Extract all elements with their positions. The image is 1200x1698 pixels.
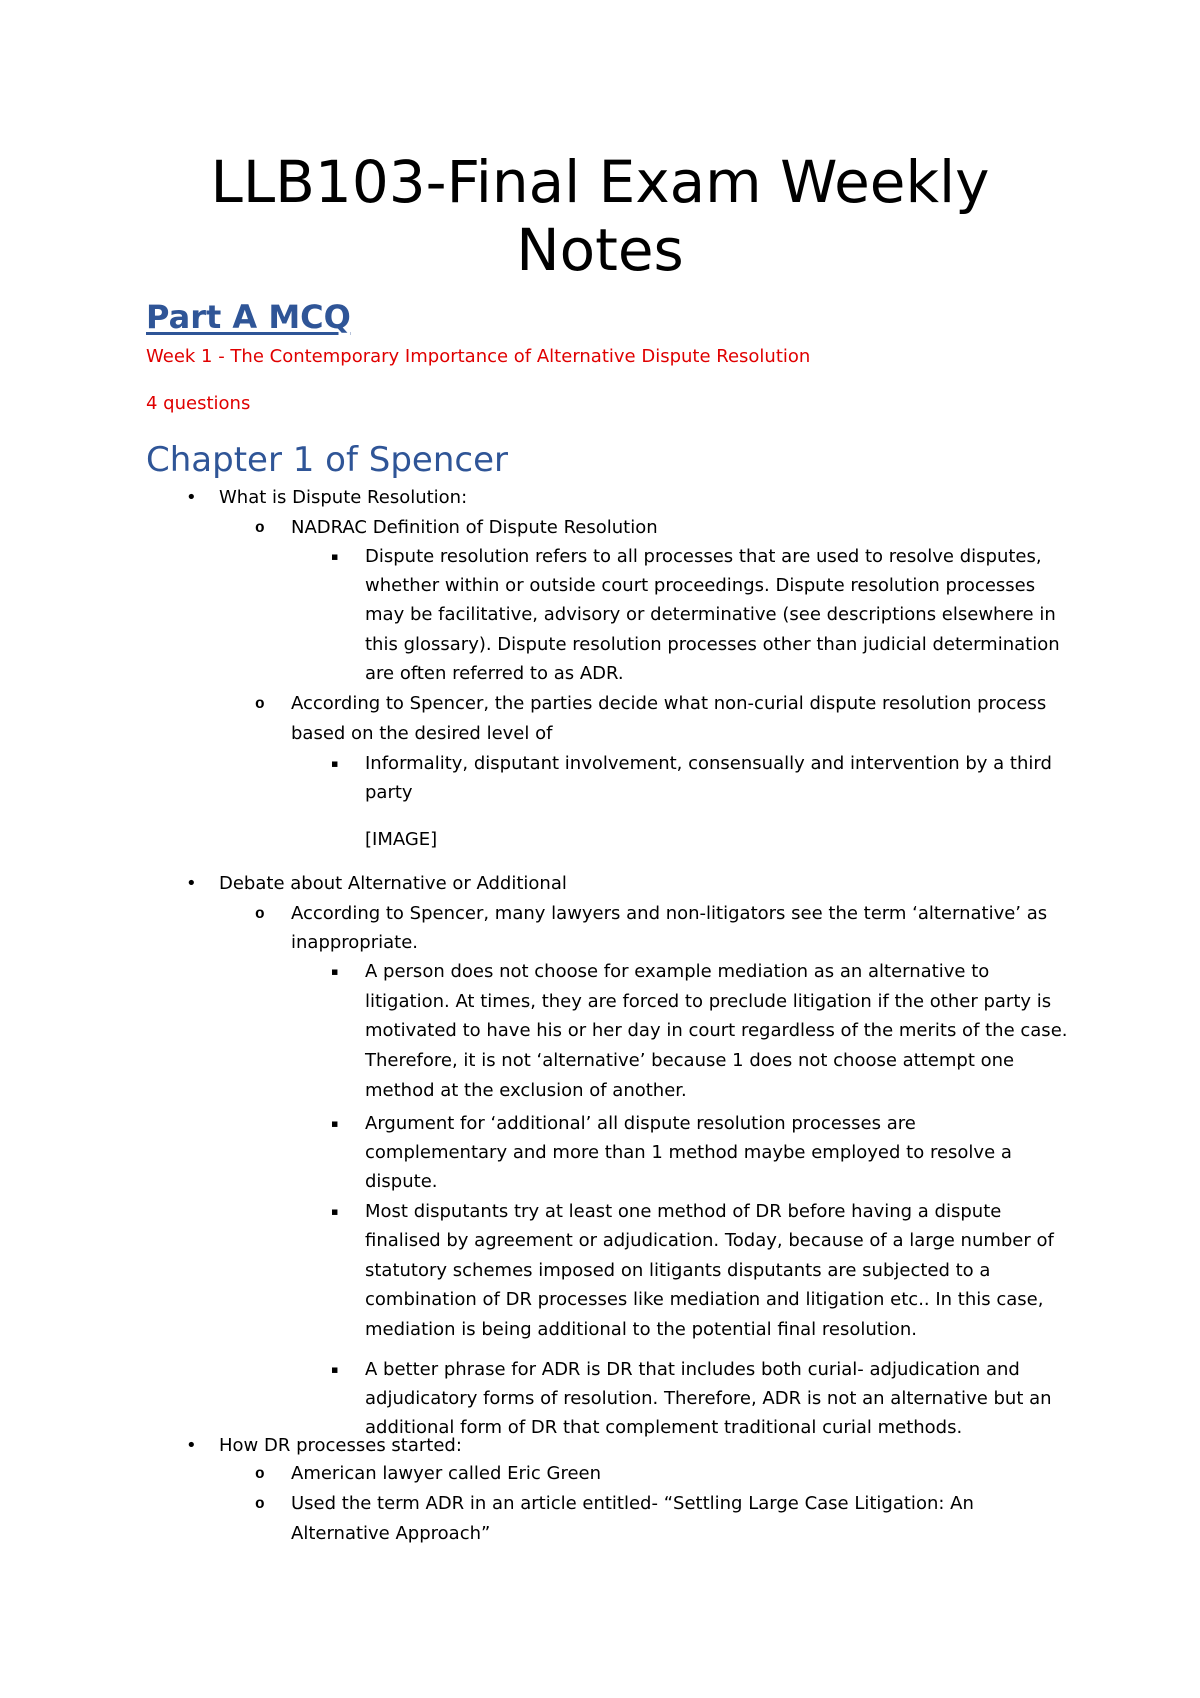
title-line-2: Notes xyxy=(516,216,684,284)
note-line: finalised by agreement or adjudication. Today, because of a large number of xyxy=(365,1230,1054,1251)
note-line: whether within or outside court proceedings. Dispute resolution processes xyxy=(365,575,1036,596)
note-line: Used the term ADR in an article entitled- “Settling Large Case Litigation: An xyxy=(291,1493,974,1514)
note-line: Argument for ‘additional’ all dispute resolution processes are xyxy=(365,1113,916,1134)
note-line: adjudicatory forms of resolution. Therefore, ADR is not an alternative but an xyxy=(365,1388,1052,1409)
note-line: Informality, disputant involvement, consensually and intervention by a third xyxy=(365,753,1052,774)
questions-line: 4 questions xyxy=(146,393,251,414)
note-line: method at the exclusion of another. xyxy=(365,1080,687,1101)
image-placeholder: [IMAGE] xyxy=(365,829,438,850)
note-line: based on the desired level of xyxy=(291,723,553,744)
note-line: combination of DR processes like mediation and litigation etc.. In this case, xyxy=(365,1289,1044,1310)
bullet-marker: ▪ xyxy=(331,1205,339,1218)
chapter-heading: Chapter 1 of Spencer xyxy=(146,440,508,480)
bullet-marker: o xyxy=(255,1465,265,1483)
note-line: Debate about Alternative or Additional xyxy=(219,873,567,894)
note-line: mediation is being additional to the potential final resolution. xyxy=(365,1319,917,1340)
note-line: NADRAC Definition of Dispute Resolution xyxy=(291,517,658,538)
note-line: complementary and more than 1 method maybe employed to resolve a xyxy=(365,1142,1012,1163)
bullet-marker: ▪ xyxy=(331,757,339,770)
note-line: are often referred to as ADR. xyxy=(365,663,624,684)
bullet-marker: ▪ xyxy=(331,1117,339,1130)
bullet-marker: o xyxy=(255,1495,265,1513)
bullet-marker: o xyxy=(255,519,265,537)
note-line: A person does not choose for example mediation as an alternative to xyxy=(365,961,990,982)
title-line-1: LLB103-Final Exam Weekly xyxy=(210,148,990,216)
note-line: How DR processes started: xyxy=(219,1435,462,1456)
note-line: Dispute resolution refers to all processes that are used to resolve disputes, xyxy=(365,546,1042,567)
note-line: A better phrase for ADR is DR that includes both curial- adjudication and xyxy=(365,1359,1020,1380)
note-line: Most disputants try at least one method of DR before having a dispute xyxy=(365,1201,1002,1222)
note-line: Alternative Approach” xyxy=(291,1523,491,1544)
note-line: According to Spencer, many lawyers and non-litigators see the term ‘alternative’ as xyxy=(291,903,1048,924)
bullet-marker: o xyxy=(255,905,265,923)
note-line: motivated to have his or her day in court regardless of the merits of the case. xyxy=(365,1020,1068,1041)
note-line: party xyxy=(365,782,413,803)
note-line: What is Dispute Resolution: xyxy=(219,487,468,508)
bullet-marker: o xyxy=(255,695,265,713)
bullet-marker: • xyxy=(186,1435,197,1456)
bullet-marker: ▪ xyxy=(331,550,339,563)
note-line: American lawyer called Eric Green xyxy=(291,1463,602,1484)
note-line: Therefore, it is not ‘alternative’ because 1 does not choose attempt one xyxy=(365,1050,1015,1071)
bullet-marker: • xyxy=(186,487,197,508)
part-a-heading: Part A MCQ xyxy=(146,298,351,336)
bullet-marker: ▪ xyxy=(331,965,339,978)
note-line: litigation. At times, they are forced to preclude litigation if the other party is xyxy=(365,991,1052,1012)
note-line: additional form of DR that complement traditional curial methods. xyxy=(365,1417,963,1438)
week-line: Week 1 - The Contemporary Importance of Alternative Dispute Resolution xyxy=(146,346,811,367)
note-line: dispute. xyxy=(365,1171,438,1192)
document-title xyxy=(0,148,1200,284)
note-line: According to Spencer, the parties decide what non-curial dispute resolution process xyxy=(291,693,1047,714)
note-line: this glossary). Dispute resolution processes other than judicial determination xyxy=(365,634,1060,655)
note-line: inappropriate. xyxy=(291,932,419,953)
bullet-marker: • xyxy=(186,873,197,894)
note-line: statutory schemes imposed on litigants disputants are subjected to a xyxy=(365,1260,991,1281)
bullet-marker: ▪ xyxy=(331,1363,339,1376)
note-line: may be facilitative, advisory or determinative (see descriptions elsewhere in xyxy=(365,604,1056,625)
